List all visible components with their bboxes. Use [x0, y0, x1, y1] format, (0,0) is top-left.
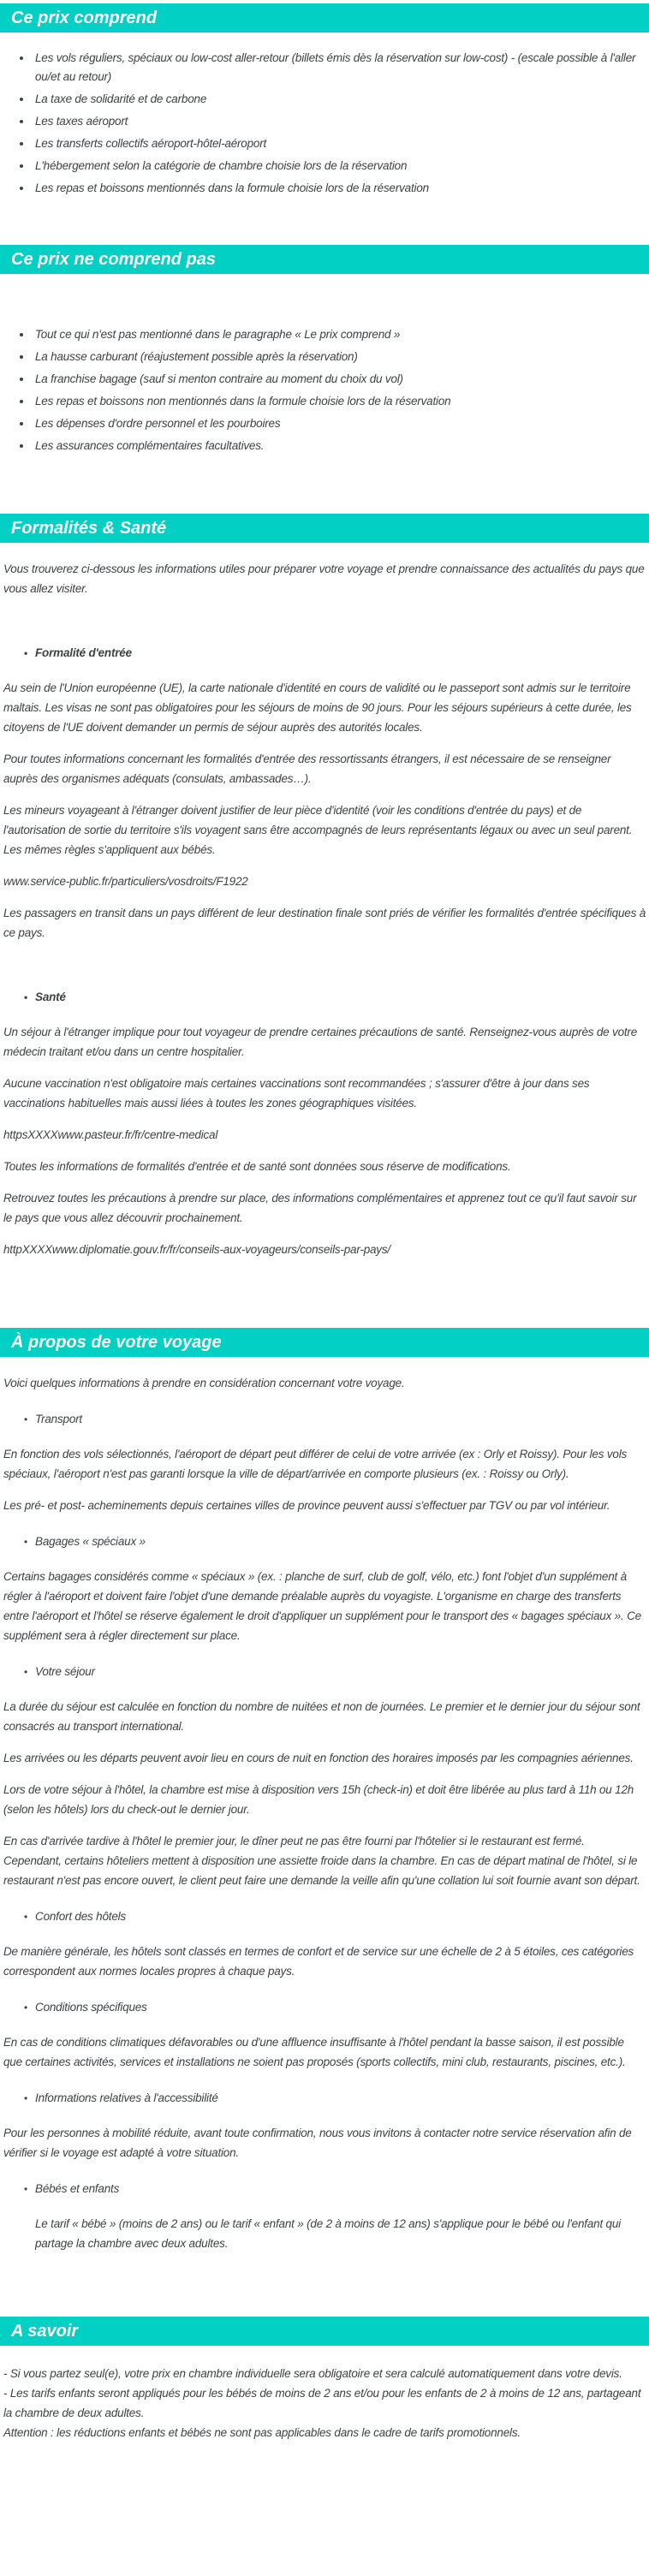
bullet-icon: • [24, 2183, 28, 2195]
list-item: • Les transferts collectifs aéroport-hôtel-aéroport [33, 134, 646, 153]
list-item: • L'hébergement selon la catégorie de chambre choisie lors de la réservation [33, 157, 646, 176]
section-title: A savoir [11, 2322, 79, 2341]
paragraph: www.service-public.fr/particuliers/vosdroits/F1922 [3, 875, 248, 888]
paragraph: En cas de conditions climatiques défavorables ou d'une affluence insuffisante à l'hôtel pendant la basse saison, il est possible que certaines activités, services et installations ne soient pas proposés (sports collectifs, mini club, restaurants, piscines, etc.). [3, 2036, 626, 2068]
list-item: • Tout ce qui n'est pas mentionné dans le paragraphe « Le prix comprend » [33, 325, 646, 344]
section-header-bar [0, 1328, 649, 1357]
list-item: • La taxe de solidarité et de carbone [33, 90, 646, 109]
bullet-heading [3, 1409, 646, 1430]
section-title: Ce prix comprend [11, 9, 158, 27]
bullet-list [3, 325, 646, 455]
paragraph: Les mineurs voyageant à l'étranger doivent justifier de leur pièce d'identité (voir les conditions d'entrée du pays) et de l'autorisation de sortie du territoire s'ils voyagent sans être accompagnés de leurs représentants légaux ou avec un seul parent. Les mêmes règles s'appliquent aux bébés. [3, 804, 633, 856]
list-item: • La franchise bagage (sauf si menton contraire au moment du choix du vol) [33, 370, 646, 389]
bullet-heading [3, 1907, 646, 1927]
paragraph: Toutes les informations de formalités d'entrée et de santé sont données sous réserve de modifications. [3, 1160, 511, 1173]
bullet-icon: • [24, 991, 28, 1003]
bullet-heading-label: Conditions spécifiques [35, 2001, 147, 2014]
bullet-heading-label: Transport [35, 1413, 82, 1425]
paragraph: Voici quelques informations à prendre en considération concernant votre voyage. [3, 1377, 405, 1389]
section-header-bar [0, 514, 649, 543]
paragraph: En fonction des vols sélectionnés, l'aéroport de départ peut différer de celui de votre arrivée (ex : Orly et Roissy). Pour les vols spéciaux, l'aéroport n'est pas garanti lorsque la ville de départ/arrivée en comporte plusieurs (ex. : Roissy ou Orly). [3, 1448, 628, 1480]
text-line: Attention : les réductions enfants et bébés ne sont pas applicables dans le cadre de tarifs promotionnels. [3, 2426, 521, 2439]
bullet-heading [3, 1662, 646, 1682]
list-item: • Les assurances complémentaires facultatives. [33, 437, 646, 455]
bullet-heading [3, 1532, 646, 1552]
paragraph: Au sein de l'Union européenne (UE), la carte nationale d'identité en cours de validité ou le passeport sont admis sur le territoire maltais. Les visas ne sont pas obligatoires pour les séjours de moins de 90 jours. Pour les séjours supérieurs à cette durée, les citoyens de l'UE doivent demander un permis de séjour auprès des autorités locales. [3, 681, 632, 734]
paragraph: De manière générale, les hôtels sont classés en termes de confort et de service sur une échelle de 2 à 5 étoiles, ces catégories correspondent aux normes locales propres à chaque pays. [3, 1945, 634, 1978]
bullet-heading [3, 2179, 646, 2199]
bullet-heading [3, 643, 646, 663]
section-title: À propos de votre voyage [11, 1333, 222, 1352]
paragraph: Vous trouverez ci-dessous les informations utiles pour préparer votre voyage et prendre connaissance des actualités du pays que vous allez visiter. [3, 562, 645, 595]
list-item: • Les taxes aéroport [33, 112, 646, 131]
bullet-icon: • [24, 1413, 28, 1425]
paragraph: Un séjour à l'étranger implique pour tout voyageur de prendre certaines précautions de santé. Renseignez-vous auprès de votre médecin traitant et/ou dans un centre hospitalier. [3, 1026, 638, 1058]
bullet-icon: • [24, 2092, 28, 2104]
section-body [0, 2364, 649, 2442]
text-line: - Si vous partez seul(e), votre prix en chambre individuelle sera obligatoire et sera calculé automatiquement dans votre devis. [3, 2367, 622, 2380]
section-header-bar [0, 3, 649, 33]
text-line: - Les tarifs enfants seront appliqués pour les bébés de moins de 2 ans et/ou pour les enfants de 2 à moins de 12 ans, partageant la chambre de deux adultes. [3, 2387, 641, 2419]
paragraph: Les pré- et post- acheminements depuis certaines villes de province peuvent aussi s'effectuer par TGV ou par vol intérieur. [3, 1499, 610, 1512]
travel-info-page [0, 3, 649, 2442]
paragraph: Aucune vaccination n'est obligatoire mais certaines vaccinations sont recommandées ; s'assurer d'être à jour dans ses vaccinations habituelles mais aussi liées à toutes les zones géographiques visitées. [3, 1077, 590, 1110]
section-title: Formalités & Santé [11, 519, 167, 538]
section-body [0, 49, 649, 198]
list-item: • Les repas et boissons mentionnés dans la formule choisie lors de la réservation [33, 179, 646, 198]
paragraph: Pour les personnes à mobilité réduite, avant toute confirmation, nous vous invitons à contacter notre service réservation afin de vérifier si le voyage est adapté à votre situation. [3, 2127, 632, 2159]
bullet-heading-label: Votre séjour [35, 1665, 95, 1678]
bullet-heading [3, 2088, 646, 2109]
list-item: • Les repas et boissons non mentionnés dans la formule choisie lors de la réservation [33, 392, 646, 411]
bullet-icon: • [24, 1536, 28, 1548]
paragraph: Le tarif « bébé » (moins de 2 ans) ou le tarif « enfant » (de 2 à moins de 12 ans) s'applique pour le bébé ou l'enfant qui partage la chambre avec deux adultes. [35, 2217, 621, 2250]
section-ce-prix-ne-comprend-pas [0, 245, 649, 455]
section-header-bar [0, 245, 649, 274]
paragraph: httpsXXXXwww.pasteur.fr/fr/centre-medical [3, 1128, 218, 1141]
paragraph: La durée du séjour est calculée en fonction du nombre de nuitées et non de journées. Le premier et le dernier jour du séjour sont consacrés au transport international. [3, 1700, 640, 1733]
bullet-heading-label: Informations relatives à l'accessibilité [35, 2091, 218, 2104]
section-ce-prix-comprend [0, 3, 649, 198]
bullet-heading-label: Santé [35, 991, 66, 1003]
paragraph: Certains bagages considérés comme « spéciaux » (ex. : planche de surf, club de golf, vélo, etc.) font l'objet d'un supplément à régler à l'aéroport et doivent faire l'objet d'une demande préalable auprès du voyagiste. L'organisme en charge des transferts entre l'aéroport et l'hôtel se réserve également le droit d'appliquer un supplément pour le transport des « bagages spéciaux ». Ce supplément sera à régler directement sur place. [3, 1570, 641, 1642]
bullet-heading-label: Confort des hôtels [35, 1910, 126, 1923]
bullet-heading [3, 987, 646, 1008]
bullet-heading-label: Formalité d'entrée [35, 646, 132, 659]
list-item: • Les dépenses d'ordre personnel et les pourboires [33, 414, 646, 433]
paragraph: Pour toutes informations concernant les formalités d'entrée des ressortissants étrangers, il est nécessaire de se renseigner auprès des organismes adéquats (consulats, ambassades…). [3, 753, 611, 785]
section-body [0, 1373, 649, 2253]
section-body [0, 559, 649, 1259]
paragraph: Retrouvez toutes les précautions à prendre sur place, des informations complémentaires et apprenez tout ce qu'il faut savoir sur le pays que vous allez découvrir prochainement. [3, 1192, 637, 1224]
list-item: • Les vols réguliers, spéciaux ou low-cost aller-retour (billets émis dès la réservation sur low-cost) - (escale possible à l'aller ou/et au retour) [33, 49, 646, 86]
list-item: • La hausse carburant (réajustement possible après la réservation) [33, 348, 646, 366]
bullet-list [3, 49, 646, 198]
section-a-savoir [0, 2317, 649, 2442]
paragraph: En cas d'arrivée tardive à l'hôtel le premier jour, le dîner peut ne pas être fourni par l'hôtelier si le restaurant est fermé. Cependant, certains hôteliers mettent à disposition une assiette froide dans la chambre. En cas de départ matinal de l'hôtel, si le restaurant n'est pas encore ouvert, le client peut faire une demande la veille afin qu'une collation lui soit fournie avant son départ. [3, 1835, 640, 1887]
bullet-heading-label: Bébés et enfants [35, 2182, 120, 2195]
bullet-heading-label: Bagages « spéciaux » [35, 1535, 146, 1548]
section-formalites-sante [0, 514, 649, 1259]
section-header-bar [0, 2317, 649, 2346]
section-body [0, 325, 649, 455]
paragraph: Les arrivées ou les départs peuvent avoir lieu en cours de nuit en fonction des horaires imposés par les compagnies aériennes. [3, 1752, 634, 1764]
section-title: Ce prix ne comprend pas [11, 250, 216, 269]
bullet-icon: • [24, 2002, 28, 2014]
paragraph: httpXXXXwww.diplomatie.gouv.fr/fr/conseils-aux-voyageurs/conseils-par-pays/ [3, 1243, 390, 1256]
bullet-heading [3, 1997, 646, 2018]
bullet-icon: • [24, 647, 28, 659]
section-a-propos-de-votre-voyage [0, 1328, 649, 2253]
bullet-icon: • [24, 1666, 28, 1678]
paragraph: Les passagers en transit dans un pays différent de leur destination finale sont priés de vérifier les formalités d'entrée spécifiques à ce pays. [3, 907, 646, 939]
paragraph: Lors de votre séjour à l'hôtel, la chambre est mise à disposition vers 15h (check-in) et doit être libérée au plus tard à 11h ou 12h (selon les hôtels) lors du check-out le dernier jour. [3, 1783, 634, 1816]
bullet-icon: • [24, 1911, 28, 1923]
